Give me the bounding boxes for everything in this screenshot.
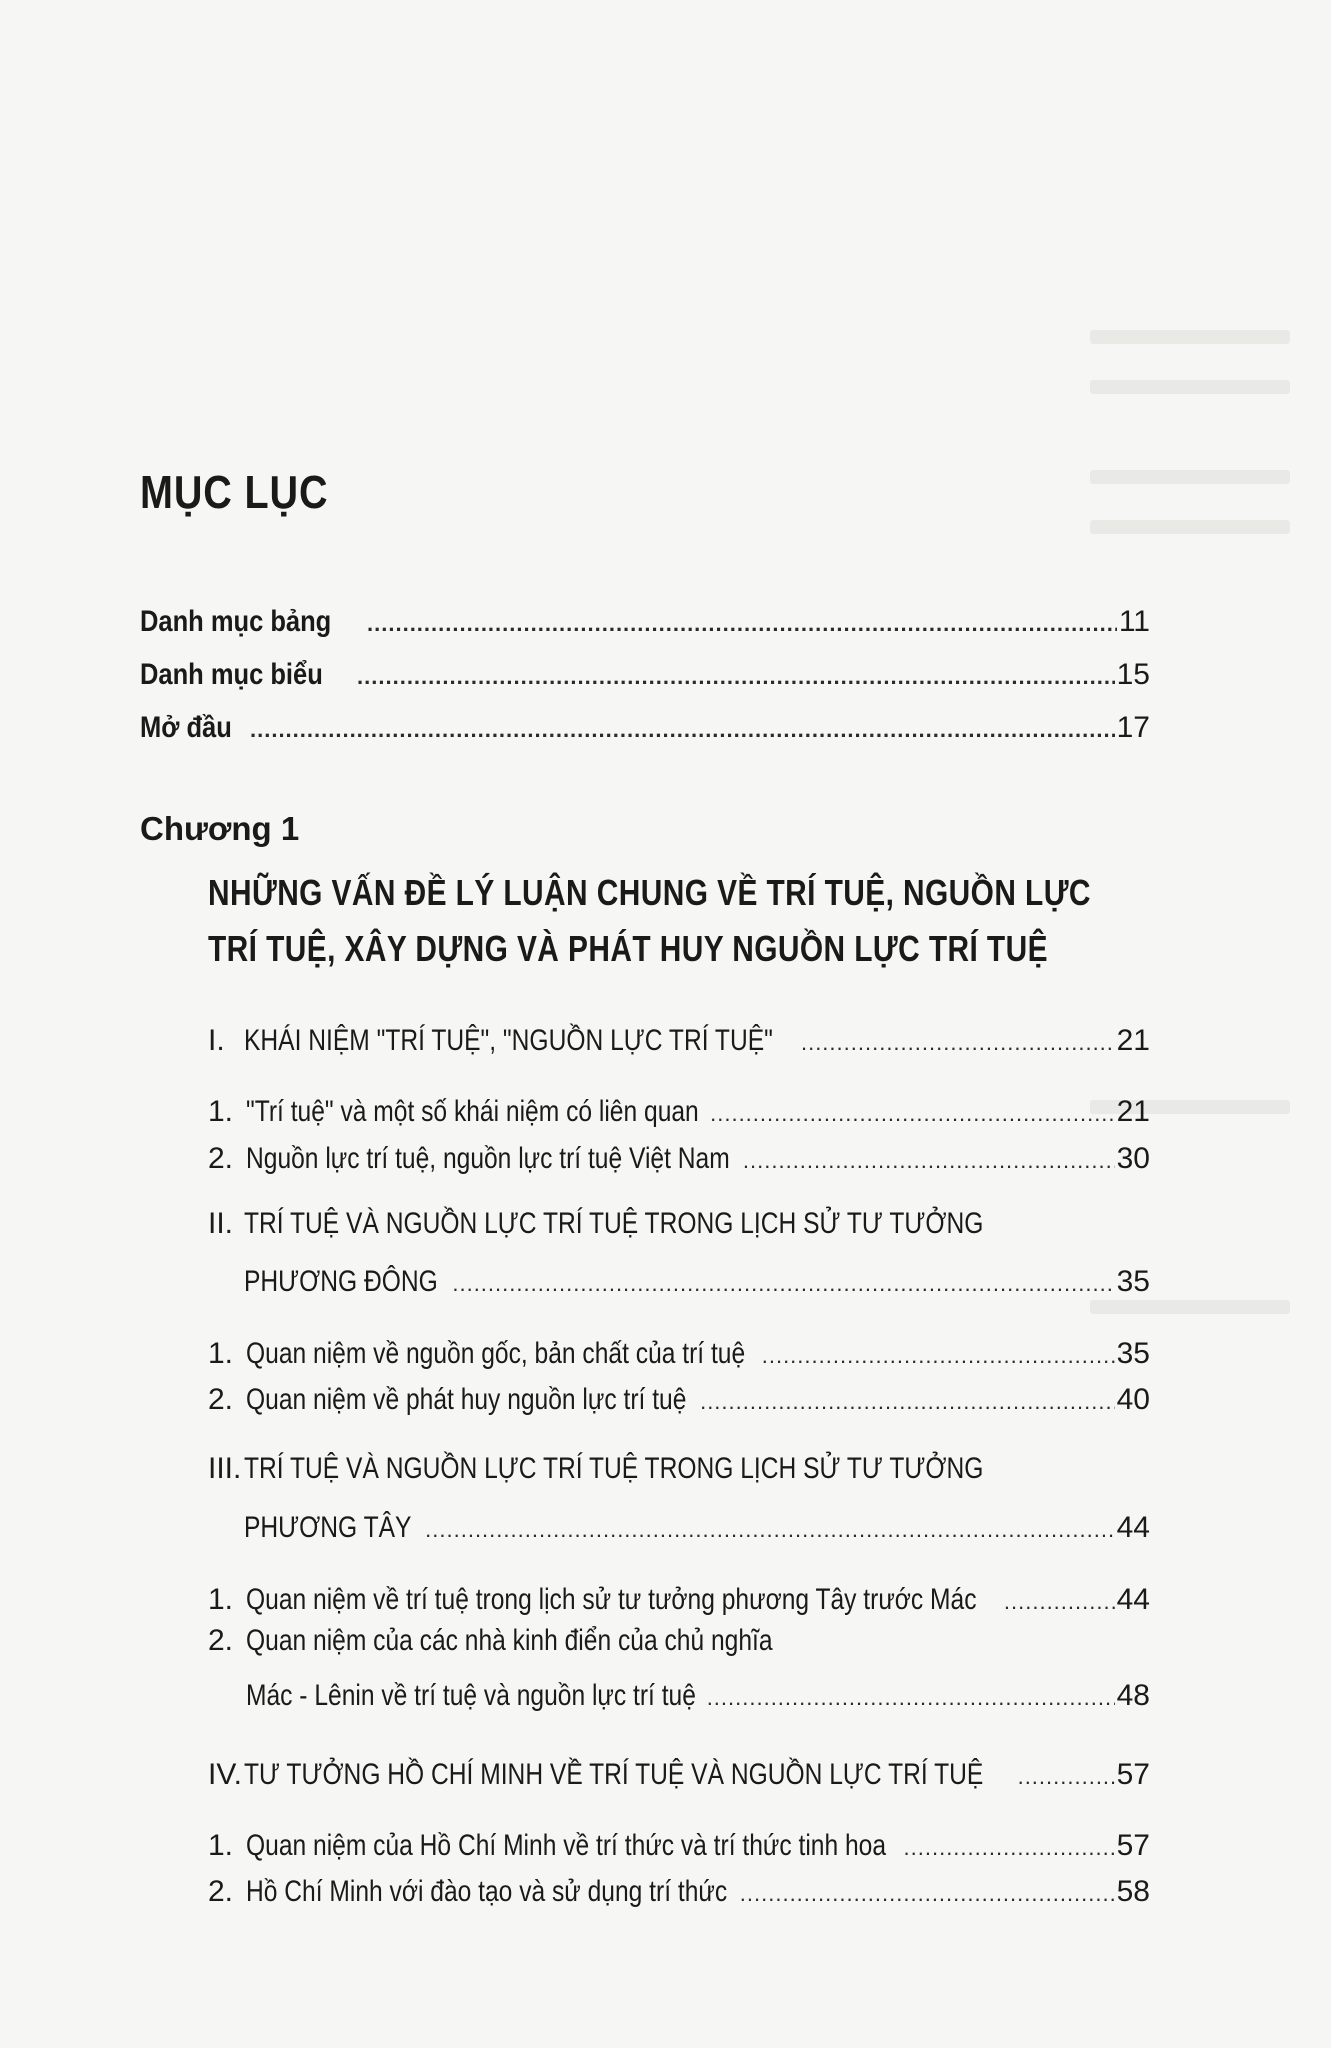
leader-dots <box>357 657 1115 697</box>
toc-entry-section-2-line1[interactable] <box>208 1207 1146 1241</box>
toc-entry-1-1[interactable] <box>208 1092 1150 1132</box>
leader-dots <box>1018 1757 1115 1797</box>
toc-entry-section-2[interactable] <box>244 1262 1150 1302</box>
toc-entry-page: 15 <box>1116 658 1150 691</box>
toc-entry-label: Quan niệm về trí tuệ trong lịch sử tư tưởng phương Tây trước Mác <box>246 1583 977 1616</box>
section-number: I. <box>208 1024 225 1057</box>
toc-entry-page: 11 <box>1118 605 1150 638</box>
leader-dots <box>452 1264 1114 1304</box>
toc-entry-label: Quan niệm về nguồn gốc, bản chất của trí tuệ <box>246 1337 746 1370</box>
toc-entry-4-1[interactable] <box>208 1826 1150 1866</box>
toc-entry-danh-muc-bieu[interactable] <box>140 655 1150 695</box>
toc-entry-label: "Trí tuệ" và một số khái niệm có liên quan <box>246 1095 699 1128</box>
chapter-title-line: NHỮNG VẤN ĐỀ LÝ LUẬN CHUNG VỀ TRÍ TUỆ, NGUỒN LỰC <box>208 872 1091 913</box>
toc-entry-label: TƯ TƯỞNG HỒ CHÍ MINH VỀ TRÍ TUỆ VÀ NGUỒN LỰC TRÍ TUỆ <box>244 1758 984 1791</box>
item-number: 2. <box>208 1142 234 1175</box>
toc-entry-page: 30 <box>1116 1142 1150 1175</box>
toc-entry-label: Mở đầu <box>140 711 232 744</box>
item-number: 1. <box>208 1337 234 1370</box>
toc-entry-danh-muc-bang[interactable] <box>140 602 1150 642</box>
toc-entry-label: Mác - Lênin về trí tuệ và nguồn lực trí tuệ <box>246 1679 696 1712</box>
show-through-mark <box>1090 330 1290 344</box>
toc-entry-label: KHÁI NIỆM "TRÍ TUỆ", "NGUỒN LỰC TRÍ TUỆ" <box>244 1024 773 1057</box>
toc-entry-page: 44 <box>1116 1583 1150 1616</box>
leader-dots <box>367 604 1117 644</box>
toc-entry-2-1[interactable] <box>208 1334 1150 1374</box>
toc-entry-label: Danh mục bảng <box>140 605 332 638</box>
leader-dots <box>250 710 1115 750</box>
chapter-title-line: TRÍ TUỆ, XÂY DỰNG VÀ PHÁT HUY NGUỒN LỰC TRÍ TUỆ <box>208 928 1048 969</box>
toc-entry-section-3[interactable] <box>244 1508 1150 1548</box>
toc-entry-page: 44 <box>1116 1511 1150 1544</box>
item-number: 2. <box>208 1383 234 1416</box>
toc-entry-2-2[interactable] <box>208 1380 1150 1420</box>
item-number: 2. <box>208 1875 234 1908</box>
toc-entry-mo-dau[interactable] <box>140 708 1150 748</box>
toc-entry-label: Danh mục biểu <box>140 658 323 691</box>
leader-dots <box>801 1023 1115 1063</box>
toc-entry-label: Quan niệm của Hồ Chí Minh về trí thức và trí thức tinh hoa <box>246 1829 887 1862</box>
leader-dots <box>707 1678 1115 1718</box>
toc-entry-page: 57 <box>1116 1758 1150 1791</box>
section-number: II. <box>208 1207 234 1240</box>
show-through-mark <box>1090 470 1290 484</box>
item-number: 1. <box>208 1829 234 1862</box>
show-through-mark <box>1090 520 1290 534</box>
section-number: III. <box>208 1452 242 1485</box>
toc-entry-4-2[interactable] <box>208 1872 1150 1912</box>
leader-dots <box>743 1141 1115 1181</box>
toc-entry-page: 21 <box>1116 1095 1150 1128</box>
leader-dots <box>1004 1582 1115 1622</box>
toc-entry-page: 57 <box>1116 1829 1150 1862</box>
item-number: 2. <box>208 1624 234 1657</box>
item-number: 1. <box>208 1095 234 1128</box>
toc-entry-label: PHƯƠNG TÂY <box>244 1511 412 1544</box>
toc-entry-page: 48 <box>1116 1679 1150 1712</box>
toc-entry-3-1[interactable] <box>208 1580 1150 1620</box>
toc-entry-section-4[interactable] <box>208 1755 1150 1795</box>
leader-dots <box>740 1874 1115 1914</box>
toc-entry-label: PHƯƠNG ĐÔNG <box>244 1265 438 1298</box>
toc-entry-page: 58 <box>1116 1875 1150 1908</box>
toc-entry-section-3-line1[interactable] <box>208 1452 1146 1486</box>
toc-entry-label: Quan niệm của các nhà kinh điển của chủ nghĩa <box>246 1624 773 1657</box>
toc-entry-page: 35 <box>1116 1265 1150 1298</box>
leader-dots <box>425 1510 1114 1550</box>
page-title: MỤC LỤC <box>140 466 329 518</box>
chapter-label: Chương 1 <box>140 810 300 847</box>
leader-dots <box>710 1094 1115 1134</box>
leader-dots <box>762 1336 1115 1376</box>
show-through-mark <box>1090 380 1290 394</box>
toc-entry-3-2[interactable] <box>246 1676 1150 1716</box>
toc-entry-1-2[interactable] <box>208 1139 1150 1179</box>
item-number: 1. <box>208 1583 234 1616</box>
toc-entry-page: 17 <box>1116 711 1150 744</box>
toc-entry-label: Quan niệm về phát huy nguồn lực trí tuệ <box>246 1383 687 1416</box>
toc-entry-3-2-line1[interactable] <box>208 1624 888 1658</box>
toc-entry-section-1[interactable] <box>208 1021 1150 1061</box>
toc-entry-page: 21 <box>1116 1024 1150 1057</box>
leader-dots <box>904 1828 1115 1868</box>
toc-entry-label: Nguồn lực trí tuệ, nguồn lực trí tuệ Việt Nam <box>246 1142 730 1175</box>
toc-entry-page: 35 <box>1116 1337 1150 1370</box>
show-through-mark <box>1090 1300 1290 1314</box>
toc-entry-page: 40 <box>1116 1383 1150 1416</box>
toc-entry-label: TRÍ TUỆ VÀ NGUỒN LỰC TRÍ TUỆ TRONG LỊCH SỬ TƯ TƯỞNG <box>244 1452 984 1485</box>
leader-dots <box>700 1382 1115 1422</box>
section-number: IV. <box>208 1758 242 1791</box>
toc-entry-label: Hồ Chí Minh với đào tạo và sử dụng trí thức <box>246 1875 728 1908</box>
toc-entry-label: TRÍ TUỆ VÀ NGUỒN LỰC TRÍ TUỆ TRONG LỊCH SỬ TƯ TƯỞNG <box>244 1207 984 1240</box>
